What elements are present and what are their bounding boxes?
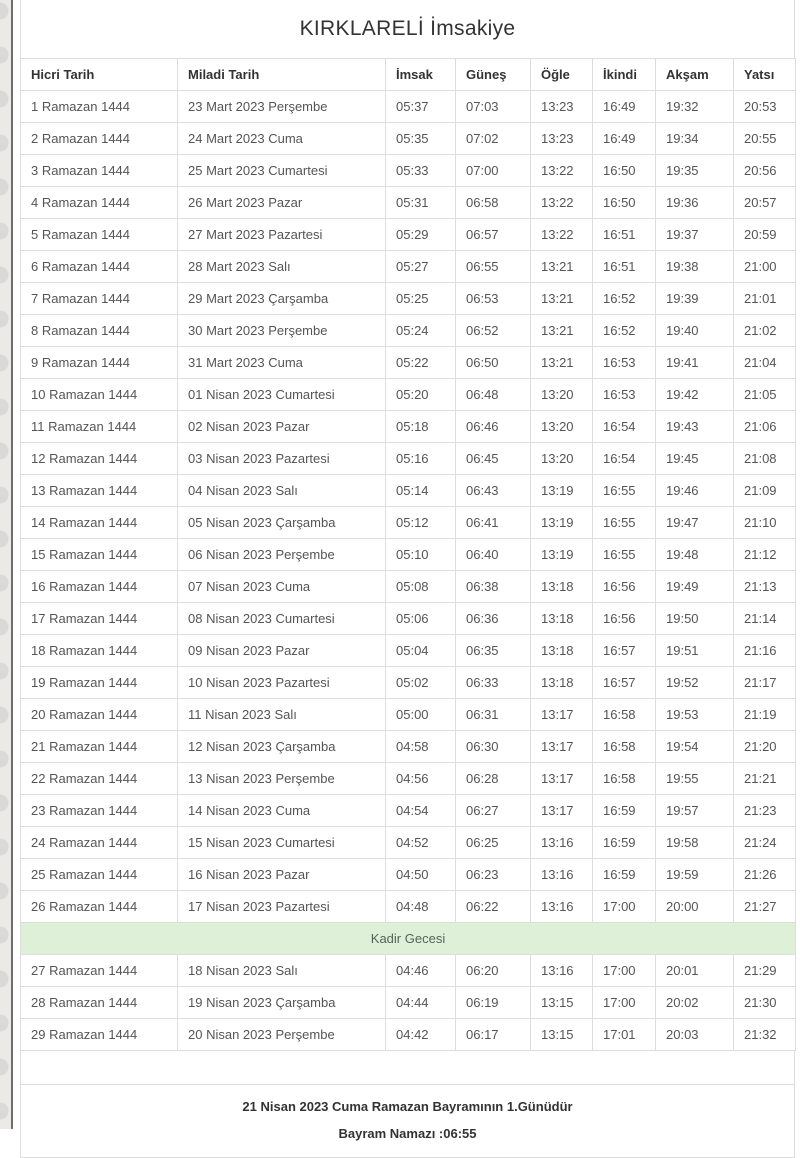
table-row	[21, 347, 796, 379]
yatsi-cell: 21:13	[734, 571, 796, 603]
ikindi-cell: 16:50	[593, 155, 656, 187]
table-row	[21, 827, 796, 859]
yatsi-cell: 21:00	[734, 251, 796, 283]
table-row	[21, 507, 796, 539]
imsak-cell: 05:22	[386, 347, 456, 379]
column-header-ikindi: İkindi	[593, 59, 656, 91]
yatsi-cell: 21:10	[734, 507, 796, 539]
miladi-tarih-cell: 27 Mart 2023 Pazartesi	[178, 219, 386, 251]
imsak-cell: 05:04	[386, 635, 456, 667]
header-row	[21, 59, 796, 91]
miladi-tarih-cell: 07 Nisan 2023 Cuma	[178, 571, 386, 603]
gunes-cell: 06:23	[456, 859, 531, 891]
page-title: KIRKLARELİ İmsakiye	[299, 17, 516, 40]
ikindi-cell: 17:00	[593, 891, 656, 923]
column-header-hicri-tarih: Hicri Tarih	[21, 59, 178, 91]
miladi-tarih-cell: 01 Nisan 2023 Cumartesi	[178, 379, 386, 411]
gunes-cell: 07:00	[456, 155, 531, 187]
table-row	[21, 763, 796, 795]
table-row	[21, 251, 796, 283]
miladi-tarih-cell: 20 Nisan 2023 Perşembe	[178, 1019, 386, 1051]
miladi-tarih-cell: 31 Mart 2023 Cuma	[178, 347, 386, 379]
imsak-cell: 04:54	[386, 795, 456, 827]
aksam-cell: 19:55	[656, 763, 734, 795]
table-row	[21, 603, 796, 635]
table-footer-spacer	[20, 1051, 795, 1084]
table-row	[21, 315, 796, 347]
ikindi-cell: 16:54	[593, 411, 656, 443]
column-header-aksam: Akşam	[656, 59, 734, 91]
ogle-cell: 13:17	[531, 795, 593, 827]
imsak-cell: 05:33	[386, 155, 456, 187]
aksam-cell: 19:32	[656, 91, 734, 123]
miladi-tarih-cell: 13 Nisan 2023 Perşembe	[178, 763, 386, 795]
table-row	[21, 1019, 796, 1051]
hicri-tarih-cell: 16 Ramazan 1444	[21, 571, 178, 603]
ikindi-cell: 16:53	[593, 379, 656, 411]
hicri-tarih-cell: 7 Ramazan 1444	[21, 283, 178, 315]
miladi-tarih-cell: 29 Mart 2023 Çarşamba	[178, 283, 386, 315]
yatsi-cell: 21:23	[734, 795, 796, 827]
miladi-tarih-cell: 11 Nisan 2023 Salı	[178, 699, 386, 731]
table-row	[21, 699, 796, 731]
table-row	[21, 219, 796, 251]
hicri-tarih-cell: 1 Ramazan 1444	[21, 91, 178, 123]
table-row	[21, 475, 796, 507]
table-row	[21, 571, 796, 603]
imsak-cell: 05:08	[386, 571, 456, 603]
hicri-tarih-cell: 11 Ramazan 1444	[21, 411, 178, 443]
miladi-tarih-cell: 18 Nisan 2023 Salı	[178, 955, 386, 987]
ikindi-cell: 16:58	[593, 763, 656, 795]
kadir-gecesi-row	[21, 923, 796, 955]
footer-note-box	[20, 1084, 795, 1158]
yatsi-cell: 21:14	[734, 603, 796, 635]
imsak-cell: 04:44	[386, 987, 456, 1019]
ogle-cell: 13:19	[531, 507, 593, 539]
hicri-tarih-cell: 17 Ramazan 1444	[21, 603, 178, 635]
table-row	[21, 635, 796, 667]
gunes-cell: 06:25	[456, 827, 531, 859]
imsak-cell: 05:24	[386, 315, 456, 347]
gunes-cell: 06:40	[456, 539, 531, 571]
table-row	[21, 667, 796, 699]
aksam-cell: 19:59	[656, 859, 734, 891]
ikindi-cell: 16:58	[593, 731, 656, 763]
yatsi-cell: 21:02	[734, 315, 796, 347]
ogle-cell: 13:15	[531, 1019, 593, 1051]
ogle-cell: 13:17	[531, 699, 593, 731]
ogle-cell: 13:21	[531, 315, 593, 347]
imsak-cell: 04:42	[386, 1019, 456, 1051]
table-row	[21, 91, 796, 123]
hicri-tarih-cell: 4 Ramazan 1444	[21, 187, 178, 219]
imsak-cell: 04:56	[386, 763, 456, 795]
yatsi-cell: 21:04	[734, 347, 796, 379]
ikindi-cell: 17:01	[593, 1019, 656, 1051]
gunes-cell: 07:03	[456, 91, 531, 123]
table-row	[21, 283, 796, 315]
ikindi-cell: 16:56	[593, 571, 656, 603]
hicri-tarih-cell: 29 Ramazan 1444	[21, 1019, 178, 1051]
column-header-imsak: İmsak	[386, 59, 456, 91]
gunes-cell: 06:19	[456, 987, 531, 1019]
table-row	[21, 539, 796, 571]
gunes-cell: 06:46	[456, 411, 531, 443]
aksam-cell: 19:52	[656, 667, 734, 699]
aksam-cell: 20:02	[656, 987, 734, 1019]
imsak-cell: 05:31	[386, 187, 456, 219]
miladi-tarih-cell: 19 Nisan 2023 Çarşamba	[178, 987, 386, 1019]
ogle-cell: 13:23	[531, 123, 593, 155]
hicri-tarih-cell: 25 Ramazan 1444	[21, 859, 178, 891]
aksam-cell: 20:03	[656, 1019, 734, 1051]
table-row	[21, 859, 796, 891]
gunes-cell: 07:02	[456, 123, 531, 155]
ogle-cell: 13:21	[531, 251, 593, 283]
ikindi-cell: 16:59	[593, 827, 656, 859]
hicri-tarih-cell: 8 Ramazan 1444	[21, 315, 178, 347]
gunes-cell: 06:35	[456, 635, 531, 667]
imsak-cell: 04:48	[386, 891, 456, 923]
aksam-cell: 19:34	[656, 123, 734, 155]
table-row	[21, 123, 796, 155]
hicri-tarih-cell: 27 Ramazan 1444	[21, 955, 178, 987]
column-header-ogle: Öğle	[531, 59, 593, 91]
gunes-cell: 06:50	[456, 347, 531, 379]
hicri-tarih-cell: 20 Ramazan 1444	[21, 699, 178, 731]
column-header-gunes: Güneş	[456, 59, 531, 91]
ogle-cell: 13:16	[531, 891, 593, 923]
yatsi-cell: 21:30	[734, 987, 796, 1019]
ogle-cell: 13:20	[531, 443, 593, 475]
column-header-miladi-tarih: Miladi Tarih	[178, 59, 386, 91]
yatsi-cell: 21:09	[734, 475, 796, 507]
imsak-cell: 05:12	[386, 507, 456, 539]
ogle-cell: 13:16	[531, 955, 593, 987]
yatsi-cell: 21:29	[734, 955, 796, 987]
ikindi-cell: 16:51	[593, 251, 656, 283]
gunes-cell: 06:27	[456, 795, 531, 827]
imsak-cell: 04:46	[386, 955, 456, 987]
gunes-cell: 06:52	[456, 315, 531, 347]
hicri-tarih-cell: 5 Ramazan 1444	[21, 219, 178, 251]
aksam-cell: 19:53	[656, 699, 734, 731]
yatsi-cell: 21:20	[734, 731, 796, 763]
yatsi-cell: 20:55	[734, 123, 796, 155]
ikindi-cell: 16:52	[593, 315, 656, 347]
gunes-cell: 06:38	[456, 571, 531, 603]
aksam-cell: 19:37	[656, 219, 734, 251]
ikindi-cell: 16:54	[593, 443, 656, 475]
bayram-day-note: 21 Nisan 2023 Cuma Ramazan Bayramının 1.Günüdür	[242, 1099, 573, 1114]
table-header	[21, 59, 796, 91]
miladi-tarih-cell: 23 Mart 2023 Perşembe	[178, 91, 386, 123]
ogle-cell: 13:22	[531, 155, 593, 187]
hicri-tarih-cell: 12 Ramazan 1444	[21, 443, 178, 475]
aksam-cell: 20:00	[656, 891, 734, 923]
yatsi-cell: 21:19	[734, 699, 796, 731]
aksam-cell: 19:45	[656, 443, 734, 475]
aksam-cell: 19:50	[656, 603, 734, 635]
yatsi-cell: 21:16	[734, 635, 796, 667]
ogle-cell: 13:18	[531, 571, 593, 603]
gunes-cell: 06:20	[456, 955, 531, 987]
hicri-tarih-cell: 13 Ramazan 1444	[21, 475, 178, 507]
ikindi-cell: 16:58	[593, 699, 656, 731]
imsak-cell: 05:29	[386, 219, 456, 251]
table-row	[21, 731, 796, 763]
ogle-cell: 13:23	[531, 91, 593, 123]
miladi-tarih-cell: 14 Nisan 2023 Cuma	[178, 795, 386, 827]
imsak-cell: 05:20	[386, 379, 456, 411]
table-row	[21, 795, 796, 827]
ogle-cell: 13:21	[531, 347, 593, 379]
hicri-tarih-cell: 14 Ramazan 1444	[21, 507, 178, 539]
ikindi-cell: 16:49	[593, 123, 656, 155]
ikindi-cell: 16:53	[593, 347, 656, 379]
ogle-cell: 13:15	[531, 987, 593, 1019]
imsak-cell: 05:37	[386, 91, 456, 123]
table-row	[21, 379, 796, 411]
gunes-cell: 06:43	[456, 475, 531, 507]
gunes-cell: 06:30	[456, 731, 531, 763]
miladi-tarih-cell: 24 Mart 2023 Cuma	[178, 123, 386, 155]
table-row	[21, 187, 796, 219]
imsak-cell: 05:06	[386, 603, 456, 635]
gunes-cell: 06:31	[456, 699, 531, 731]
miladi-tarih-cell: 09 Nisan 2023 Pazar	[178, 635, 386, 667]
miladi-tarih-cell: 05 Nisan 2023 Çarşamba	[178, 507, 386, 539]
ikindi-cell: 16:56	[593, 603, 656, 635]
yatsi-cell: 20:56	[734, 155, 796, 187]
hicri-tarih-cell: 26 Ramazan 1444	[21, 891, 178, 923]
imsak-cell: 04:52	[386, 827, 456, 859]
ikindi-cell: 16:59	[593, 795, 656, 827]
miladi-tarih-cell: 16 Nisan 2023 Pazar	[178, 859, 386, 891]
ikindi-cell: 16:59	[593, 859, 656, 891]
aksam-cell: 19:57	[656, 795, 734, 827]
imsak-cell: 05:18	[386, 411, 456, 443]
miladi-tarih-cell: 02 Nisan 2023 Pazar	[178, 411, 386, 443]
ogle-cell: 13:17	[531, 763, 593, 795]
aksam-cell: 19:54	[656, 731, 734, 763]
imsak-cell: 04:58	[386, 731, 456, 763]
yatsi-cell: 21:01	[734, 283, 796, 315]
hicri-tarih-cell: 22 Ramazan 1444	[21, 763, 178, 795]
hicri-tarih-cell: 28 Ramazan 1444	[21, 987, 178, 1019]
bayram-prayer-time-note: Bayram Namazı :06:55	[338, 1126, 477, 1141]
hicri-tarih-cell: 3 Ramazan 1444	[21, 155, 178, 187]
title-box	[20, 0, 795, 58]
yatsi-cell: 21:08	[734, 443, 796, 475]
gunes-cell: 06:53	[456, 283, 531, 315]
gunes-cell: 06:28	[456, 763, 531, 795]
content-container	[20, 0, 795, 1158]
hicri-tarih-cell: 6 Ramazan 1444	[21, 251, 178, 283]
imsak-cell: 05:00	[386, 699, 456, 731]
table-row	[21, 443, 796, 475]
miladi-tarih-cell: 08 Nisan 2023 Cumartesi	[178, 603, 386, 635]
hicri-tarih-cell: 15 Ramazan 1444	[21, 539, 178, 571]
imsak-cell: 05:16	[386, 443, 456, 475]
ikindi-cell: 17:00	[593, 987, 656, 1019]
aksam-cell: 19:35	[656, 155, 734, 187]
aksam-cell: 19:41	[656, 347, 734, 379]
table-row	[21, 411, 796, 443]
miladi-tarih-cell: 04 Nisan 2023 Salı	[178, 475, 386, 507]
hicri-tarih-cell: 10 Ramazan 1444	[21, 379, 178, 411]
yatsi-cell: 21:12	[734, 539, 796, 571]
ogle-cell: 13:18	[531, 603, 593, 635]
yatsi-cell: 21:05	[734, 379, 796, 411]
gunes-cell: 06:57	[456, 219, 531, 251]
imsak-cell: 05:10	[386, 539, 456, 571]
ogle-cell: 13:18	[531, 667, 593, 699]
ikindi-cell: 16:55	[593, 507, 656, 539]
yatsi-cell: 20:57	[734, 187, 796, 219]
yatsi-cell: 21:06	[734, 411, 796, 443]
ogle-cell: 13:16	[531, 827, 593, 859]
imsakiye-table	[20, 58, 796, 1051]
aksam-cell: 19:42	[656, 379, 734, 411]
ikindi-cell: 16:57	[593, 667, 656, 699]
imsak-cell: 05:27	[386, 251, 456, 283]
hicri-tarih-cell: 24 Ramazan 1444	[21, 827, 178, 859]
aksam-cell: 19:36	[656, 187, 734, 219]
yatsi-cell: 21:26	[734, 859, 796, 891]
miladi-tarih-cell: 06 Nisan 2023 Perşembe	[178, 539, 386, 571]
yatsi-cell: 20:53	[734, 91, 796, 123]
aksam-cell: 19:49	[656, 571, 734, 603]
yatsi-cell: 20:59	[734, 219, 796, 251]
aksam-cell: 19:47	[656, 507, 734, 539]
ogle-cell: 13:20	[531, 379, 593, 411]
ogle-cell: 13:17	[531, 731, 593, 763]
imsak-cell: 05:02	[386, 667, 456, 699]
table-row	[21, 155, 796, 187]
miladi-tarih-cell: 10 Nisan 2023 Pazartesi	[178, 667, 386, 699]
ikindi-cell: 16:50	[593, 187, 656, 219]
ogle-cell: 13:16	[531, 859, 593, 891]
miladi-tarih-cell: 12 Nisan 2023 Çarşamba	[178, 731, 386, 763]
aksam-cell: 19:46	[656, 475, 734, 507]
imsakiye-page	[13, 0, 800, 1141]
ikindi-cell: 16:57	[593, 635, 656, 667]
miladi-tarih-cell: 30 Mart 2023 Perşembe	[178, 315, 386, 347]
ogle-cell: 13:22	[531, 219, 593, 251]
ikindi-cell: 16:52	[593, 283, 656, 315]
miladi-tarih-cell: 25 Mart 2023 Cumartesi	[178, 155, 386, 187]
imsak-cell: 05:25	[386, 283, 456, 315]
ikindi-cell: 16:49	[593, 91, 656, 123]
hicri-tarih-cell: 18 Ramazan 1444	[21, 635, 178, 667]
ogle-cell: 13:18	[531, 635, 593, 667]
ikindi-cell: 17:00	[593, 955, 656, 987]
column-header-yatsi: Yatsı	[734, 59, 796, 91]
aksam-cell: 19:58	[656, 827, 734, 859]
ikindi-cell: 16:51	[593, 219, 656, 251]
miladi-tarih-cell: 03 Nisan 2023 Pazartesi	[178, 443, 386, 475]
imsak-cell: 05:14	[386, 475, 456, 507]
aksam-cell: 19:48	[656, 539, 734, 571]
imsak-cell: 04:50	[386, 859, 456, 891]
ogle-cell: 13:21	[531, 283, 593, 315]
yatsi-cell: 21:21	[734, 763, 796, 795]
gunes-cell: 06:33	[456, 667, 531, 699]
table-body	[21, 91, 796, 1051]
gunes-cell: 06:45	[456, 443, 531, 475]
gunes-cell: 06:17	[456, 1019, 531, 1051]
kadir-gecesi-label: Kadir Gecesi	[21, 923, 796, 955]
ogle-cell: 13:20	[531, 411, 593, 443]
table-row	[21, 955, 796, 987]
gunes-cell: 06:48	[456, 379, 531, 411]
table-row	[21, 891, 796, 923]
hicri-tarih-cell: 23 Ramazan 1444	[21, 795, 178, 827]
ornament-pattern-strip	[0, 0, 13, 1129]
miladi-tarih-cell: 28 Mart 2023 Salı	[178, 251, 386, 283]
ogle-cell: 13:19	[531, 539, 593, 571]
yatsi-cell: 21:27	[734, 891, 796, 923]
ogle-cell: 13:22	[531, 187, 593, 219]
gunes-cell: 06:41	[456, 507, 531, 539]
gunes-cell: 06:22	[456, 891, 531, 923]
ikindi-cell: 16:55	[593, 475, 656, 507]
gunes-cell: 06:36	[456, 603, 531, 635]
aksam-cell: 19:39	[656, 283, 734, 315]
aksam-cell: 20:01	[656, 955, 734, 987]
aksam-cell: 19:40	[656, 315, 734, 347]
hicri-tarih-cell: 19 Ramazan 1444	[21, 667, 178, 699]
ikindi-cell: 16:55	[593, 539, 656, 571]
miladi-tarih-cell: 26 Mart 2023 Pazar	[178, 187, 386, 219]
hicri-tarih-cell: 2 Ramazan 1444	[21, 123, 178, 155]
gunes-cell: 06:55	[456, 251, 531, 283]
imsak-cell: 05:35	[386, 123, 456, 155]
hicri-tarih-cell: 21 Ramazan 1444	[21, 731, 178, 763]
yatsi-cell: 21:24	[734, 827, 796, 859]
aksam-cell: 19:38	[656, 251, 734, 283]
miladi-tarih-cell: 17 Nisan 2023 Pazartesi	[178, 891, 386, 923]
hicri-tarih-cell: 9 Ramazan 1444	[21, 347, 178, 379]
yatsi-cell: 21:17	[734, 667, 796, 699]
gunes-cell: 06:58	[456, 187, 531, 219]
table-row	[21, 987, 796, 1019]
aksam-cell: 19:43	[656, 411, 734, 443]
aksam-cell: 19:51	[656, 635, 734, 667]
ogle-cell: 13:19	[531, 475, 593, 507]
miladi-tarih-cell: 15 Nisan 2023 Cumartesi	[178, 827, 386, 859]
yatsi-cell: 21:32	[734, 1019, 796, 1051]
